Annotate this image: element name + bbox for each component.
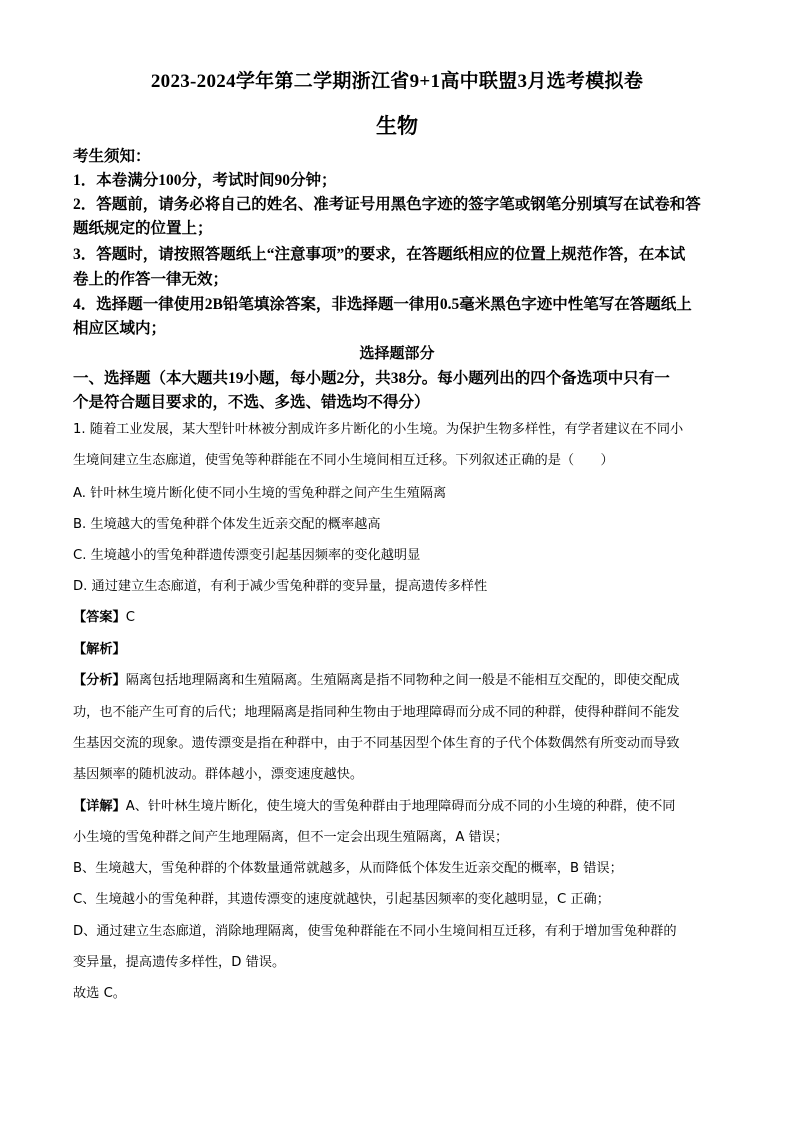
section-title: 选择题部分 xyxy=(359,346,435,362)
option-a: A. 针叶林生境片断化使不同小生境的雪兔种群之间产生生殖隔离 xyxy=(73,486,447,501)
instruction-line: 相应区域内； xyxy=(73,320,167,337)
xiangjie-line: B、生境越大，雪兔种群的个体数量通常就越多，从而降低个体发生近亲交配的概率，B 错误； xyxy=(73,861,623,876)
answer-line xyxy=(73,608,135,628)
analysis-tag: 【解析】 xyxy=(73,642,126,657)
instruction-line: 1．本卷满分100分，考试时间90分钟； xyxy=(73,172,337,189)
instruction-line: 卷上的作答一律无效； xyxy=(73,271,229,288)
instruction-line: 4．选择题一律使用2B铅笔填涂答案，非选择题一律用0.5毫米黑色字迹中性笔写在答题纸上 xyxy=(73,296,692,313)
instructions-heading: 考生须知： xyxy=(73,148,151,165)
option-b: B. 生境越大的雪兔种群个体发生近亲交配的概率越高 xyxy=(73,517,381,532)
fenxi-tag: 【分析】 xyxy=(73,673,126,688)
option-c: C. 生境越小的雪兔种群遗传漂变引起基因频率的变化越明显 xyxy=(73,548,421,563)
fenxi-line: 功，也不能产生可育的后代；地理隔离是指同种生物由于地理障碍而分成不同的种群，使得种群间不能发 xyxy=(73,705,680,720)
exam-title: 2023-2024学年第二学期浙江省9+1高中联盟3月选考模拟卷 xyxy=(150,71,644,92)
instruction-line: 题纸规定的位置上； xyxy=(73,220,213,237)
analysis-line xyxy=(73,640,126,660)
xiangjie-line: 变异量，提高遗传多样性，D 错误。 xyxy=(73,955,286,970)
question-stem-line: 1. 随着工业发展，某大型针叶林被分割成许多片断化的小生境。为保护生物多样性，有学者建议在不同小 xyxy=(73,422,684,437)
fenxi-line: 基因频率的随机波动。群体越小，漂变速度越快。 xyxy=(73,767,364,782)
section-intro-line: 个是符合题目要求的，不选、多选、错选均不得分） xyxy=(73,394,430,411)
xiangjie-line xyxy=(73,797,675,817)
instruction-line: 2．答题前，请务必将自己的姓名、准考证号用黑色字迹的签字笔或钢笔分别填写在试卷和答 xyxy=(73,196,701,213)
option-d: D. 通过建立生态廊道，有利于减少雪兔种群的变异量，提高遗传多样性 xyxy=(73,579,488,594)
xiangjie-text: A、针叶林生境片断化，使生境大的雪兔种群由于地理障碍而分成不同的小生境的种群，使不同 xyxy=(125,799,676,814)
fenxi-line xyxy=(73,671,680,691)
conclusion-line: 故选 C。 xyxy=(73,986,126,1001)
xiangjie-line: D、通过建立生态廊道，消除地理隔离，使雪兔种群能在不同小生境间相互迁移，有利于增加雪兔种群的 xyxy=(73,924,677,939)
fenxi-text: 隔离包括地理隔离和生殖隔离。生殖隔离是指不同物种之间一般是不能相互交配的，即使交配成 xyxy=(125,673,680,688)
xiangjie-line: C、生境越小的雪兔种群，其遗传漂变的速度就越快，引起基因频率的变化越明显，C 正确； xyxy=(73,892,610,907)
fenxi-line: 生基因交流的现象。遗传漂变是指在种群中，由于不同基因型个体生育的子代个体数偶然有所变动而导致 xyxy=(73,736,680,751)
section-intro-line: 一、选择题（本大题共19小题，每小题2分，共38分。每小题列出的四个备选项中只有一 xyxy=(73,370,670,387)
question-stem-line: 生境间建立生态廊道，使雪兔等种群能在不同小生境间相互迁移。下列叙述正确的是（ ） xyxy=(73,453,614,468)
instruction-line: 3．答题时，请按照答题纸上“注意事项”的要求，在答题纸相应的位置上规范作答，在本试 xyxy=(73,246,686,263)
subject-title: 生物 xyxy=(376,114,418,138)
answer-tag: 【答案】 xyxy=(73,610,126,625)
xiangjie-tag: 【详解】 xyxy=(73,799,126,814)
answer-value: C xyxy=(125,610,135,625)
xiangjie-line: 小生境的雪兔种群之间产生地理隔离，但不一定会出现生殖隔离，A 错误； xyxy=(73,830,509,845)
